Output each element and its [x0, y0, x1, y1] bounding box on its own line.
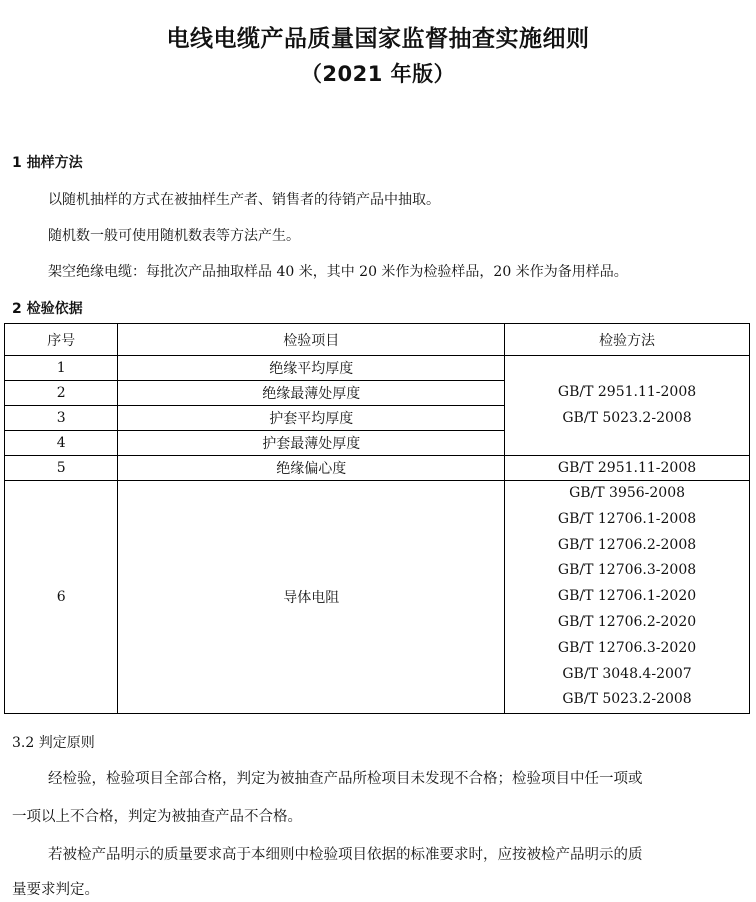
section-heading-sampling: 1 抽样方法 [12, 155, 83, 171]
method-standard: GB/T 12706.3-2008 [557, 562, 697, 579]
header-no: 序号 [5, 324, 118, 356]
table-row [5, 356, 750, 381]
method-standard: GB/T 12706.3-2020 [557, 639, 697, 656]
method-5: GB/T 2951.11-2008 [505, 456, 750, 481]
row-item: 绝缘偏心度 [118, 456, 505, 481]
row-item: 导体电阻 [118, 481, 505, 714]
row-item: 绝缘最薄处厚度 [118, 381, 505, 406]
method-standard: GB/T 12706.1-2020 [557, 588, 697, 605]
method-standard: GB/T 12706.1-2008 [557, 510, 697, 527]
row-item: 绝缘平均厚度 [118, 356, 505, 381]
row-no: 1 [5, 356, 118, 381]
method-standard: GB/T 3956-2008 [569, 485, 686, 501]
sampling-paragraph-3: 架空绝缘电缆：每批次产品抽取样品 40 米，其中 20 米作为检验样品，20 米作为备用样品。 [48, 264, 628, 280]
method-standard: GB/T 5023.2-2008 [562, 691, 692, 708]
row-no: 3 [5, 406, 118, 431]
section-heading-basis: 2 检验依据 [12, 301, 83, 317]
method-standard: GB/T 12706.2-2008 [557, 536, 697, 553]
judgement-paragraph-2-line-1: 若被检产品明示的质量要求高于本细则中检验项目依据的标准要求时，应按被检产品明示的质 [48, 847, 643, 863]
table-row [5, 456, 750, 481]
row-item: 护套最薄处厚度 [118, 431, 505, 456]
document-edition: （2021 年版） [300, 62, 456, 86]
header-item: 检验项目 [118, 324, 505, 356]
method-standard: GB/T 3048.4-2007 [562, 665, 692, 682]
method-standard: GB/T 5023.2-2008 [562, 409, 692, 426]
method-standard: GB/T 12706.2-2020 [557, 613, 697, 630]
section-heading-judgement: 3.2 判定原则 [12, 735, 95, 751]
row-no: 2 [5, 381, 118, 406]
methods-6 [505, 481, 750, 714]
inspection-table [4, 323, 750, 714]
row-no: 6 [5, 481, 118, 714]
row-no: 5 [5, 456, 118, 481]
row-no: 4 [5, 431, 118, 456]
judgement-paragraph-1-line-1: 经检验，检验项目全部合格，判定为被抽查产品所检项目未发现不合格；检验项目中任一项或 [48, 771, 643, 787]
header-method: 检验方法 [505, 324, 750, 356]
row-item: 护套平均厚度 [118, 406, 505, 431]
methods-group-1-4 [505, 356, 750, 456]
sampling-paragraph-2: 随机数一般可使用随机数表等方法产生。 [48, 228, 300, 244]
table-header-row [5, 324, 750, 356]
method-standard: GB/T 2951.11-2008 [557, 383, 697, 400]
judgement-paragraph-2-line-2: 量要求判定。 [12, 882, 99, 898]
document-title: 电线电缆产品质量国家监督抽查实施细则 [166, 26, 590, 52]
table-row [5, 481, 750, 714]
sampling-paragraph-1: 以随机抽样的方式在被抽样生产者、销售者的待销产品中抽取。 [48, 192, 440, 208]
judgement-paragraph-1-line-2: 一项以上不合格，判定为被抽查产品不合格。 [12, 809, 302, 825]
